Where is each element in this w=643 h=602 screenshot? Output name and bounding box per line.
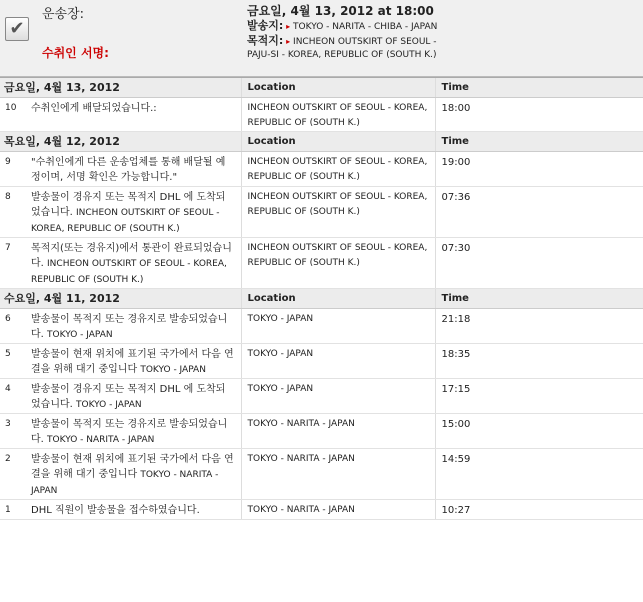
event-text: 발송물이 현재 위치에 표기된 국가에서 다음 연결을 위해 대기 중입니다 <box>31 454 234 480</box>
event-location: TOKYO - NARITA - JAPAN <box>241 414 435 449</box>
shipment-header <box>0 0 643 77</box>
event-location: TOKYO - NARITA - JAPAN <box>241 500 435 520</box>
event-location: TOKYO - JAPAN <box>241 379 435 414</box>
event-description <box>31 414 241 449</box>
event-description <box>31 500 241 520</box>
event-description <box>31 309 241 344</box>
event-description <box>31 449 241 500</box>
event-location: INCHEON OUTSKIRT OF SEOUL - KOREA, REPUBLIC OF (SOUTH K.) <box>241 187 435 238</box>
event-text: 발송물이 경유지 또는 목적지 DHL 에 도착되었습니다. <box>31 192 226 218</box>
origin-row <box>247 19 637 34</box>
tracking-table <box>0 77 643 520</box>
event-time: 07:30 <box>435 238 643 289</box>
event-text: 발송물이 현재 위치에 표기된 국가에서 다음 연결을 위해 대기 중입니다 <box>31 349 234 375</box>
destination-value: INCHEON OUTSKIRT OF SEOUL - <box>293 37 437 47</box>
section-date: 목요일, 4월 12, 2012 <box>0 132 241 152</box>
event-number: 10 <box>0 98 31 132</box>
section-date: 수요일, 4월 11, 2012 <box>0 289 241 309</box>
event-text: 발송물이 경유지 또는 목적지 DHL 에 도착되었습니다. <box>31 384 226 410</box>
event-text: 목적지(또는 경유지)에서 통관이 완료되었습니다. <box>31 243 232 269</box>
event-description <box>31 344 241 379</box>
event-location: INCHEON OUTSKIRT OF SEOUL - KOREA, REPUBLIC OF (SOUTH K.) <box>241 152 435 187</box>
tracking-body <box>0 78 643 520</box>
date-section-header <box>0 132 643 152</box>
event-city: TOKYO - JAPAN <box>76 400 142 410</box>
event-time: 18:00 <box>435 98 643 132</box>
event-time: 10:27 <box>435 500 643 520</box>
destination-row-2: PAJU-SI - KOREA, REPUBLIC OF (SOUTH K.) <box>247 50 437 60</box>
event-time: 18:35 <box>435 344 643 379</box>
event-number: 3 <box>0 414 31 449</box>
origin-value: TOKYO - NARITA - CHIBA - JAPAN <box>293 22 438 32</box>
event-location: TOKYO - JAPAN <box>241 344 435 379</box>
date-section-header <box>0 78 643 98</box>
event-text: 발송물이 목적지 또는 경유지로 발송되었습니다. <box>31 314 228 340</box>
tracking-event-row <box>0 238 643 289</box>
event-number: 4 <box>0 379 31 414</box>
event-city: INCHEON OUTSKIRT OF SEOUL - KOREA, REPUBLIC OF (SOUTH K.) <box>31 208 220 234</box>
event-number: 6 <box>0 309 31 344</box>
location-column-header: Location <box>241 78 435 98</box>
time-column-header: Time <box>435 132 643 152</box>
delivered-checkmark-icon: ✔ <box>5 17 29 41</box>
event-text: "수취인에게 다른 운송업체를 통해 배달될 예정이며, 서명 확인은 가능합니다." <box>31 157 226 183</box>
tracking-event-row <box>0 449 643 500</box>
event-description <box>31 152 241 187</box>
event-number: 2 <box>0 449 31 500</box>
origin-label: 발송지: <box>247 19 284 32</box>
time-column-header: Time <box>435 289 643 309</box>
event-description <box>31 187 241 238</box>
tracking-event-row <box>0 379 643 414</box>
event-city: TOKYO - NARITA - JAPAN <box>47 435 155 445</box>
section-date: 금요일, 4월 13, 2012 <box>0 78 241 98</box>
tracking-event-row <box>0 187 643 238</box>
event-number: 8 <box>0 187 31 238</box>
tracking-event-row <box>0 500 643 520</box>
event-time: 07:36 <box>435 187 643 238</box>
event-text: 수취인에게 배달되었습니다.: <box>31 103 157 114</box>
event-number: 9 <box>0 152 31 187</box>
shipment-summary <box>247 2 637 62</box>
event-city: TOKYO - JAPAN <box>140 365 206 375</box>
event-description <box>31 379 241 414</box>
waybill-label: 운송장: <box>42 7 85 22</box>
destination-row <box>247 34 637 49</box>
delivery-date: 금요일, 4월 13, 2012 at 18:00 <box>247 4 434 18</box>
event-time: 15:00 <box>435 414 643 449</box>
event-location: INCHEON OUTSKIRT OF SEOUL - KOREA, REPUBLIC OF (SOUTH K.) <box>241 98 435 132</box>
event-description <box>31 98 241 132</box>
tracking-event-row <box>0 98 643 132</box>
tracking-event-row <box>0 152 643 187</box>
event-time: 21:18 <box>435 309 643 344</box>
event-location: TOKYO - NARITA - JAPAN <box>241 449 435 500</box>
event-city: INCHEON OUTSKIRT OF SEOUL - KOREA, REPUBLIC OF (SOUTH K.) <box>31 259 227 285</box>
arrow-icon: ▸ <box>286 22 291 31</box>
event-location: INCHEON OUTSKIRT OF SEOUL - KOREA, REPUBLIC OF (SOUTH K.) <box>241 238 435 289</box>
arrow-icon: ▸ <box>286 37 291 46</box>
event-number: 7 <box>0 238 31 289</box>
event-description <box>31 238 241 289</box>
event-city: TOKYO - NARITA - JAPAN <box>31 470 219 496</box>
destination-label: 목적지: <box>247 34 284 47</box>
location-column-header: Location <box>241 289 435 309</box>
signature-label: 수취인 서명: <box>42 46 109 60</box>
tracking-event-row <box>0 414 643 449</box>
event-location: TOKYO - JAPAN <box>241 309 435 344</box>
event-text: DHL 직원이 발송물을 접수하였습니다. <box>31 505 200 516</box>
event-number: 5 <box>0 344 31 379</box>
event-time: 19:00 <box>435 152 643 187</box>
date-section-header <box>0 289 643 309</box>
tracking-event-row <box>0 344 643 379</box>
event-time: 14:59 <box>435 449 643 500</box>
event-time: 17:15 <box>435 379 643 414</box>
event-number: 1 <box>0 500 31 520</box>
event-text: 발송물이 목적지 또는 경유지로 발송되었습니다. <box>31 419 228 445</box>
time-column-header: Time <box>435 78 643 98</box>
event-city: TOKYO - JAPAN <box>47 330 113 340</box>
tracking-event-row <box>0 309 643 344</box>
location-column-header: Location <box>241 132 435 152</box>
